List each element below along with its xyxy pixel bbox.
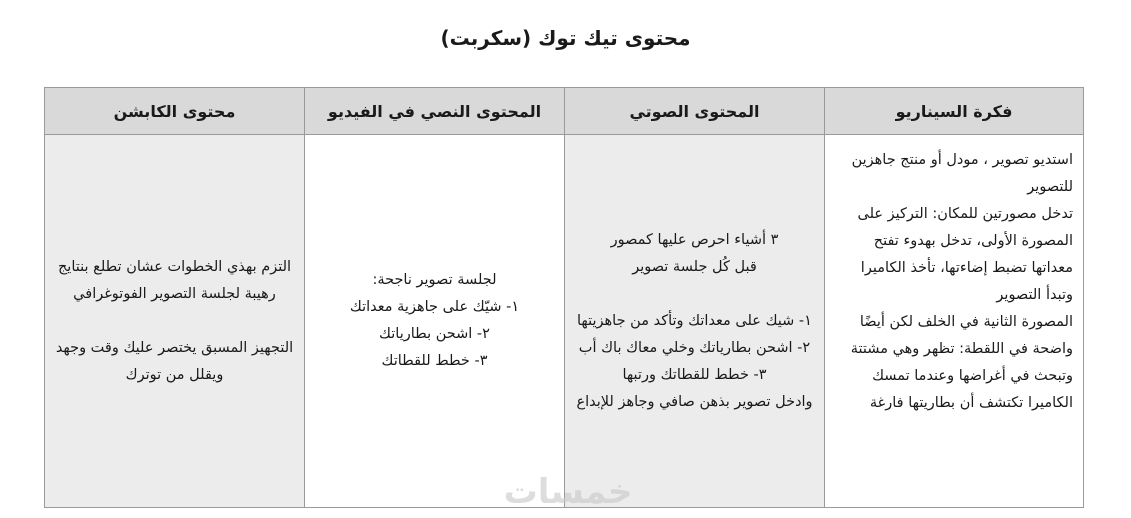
video-text-content: لجلسة تصوير ناجحة: ١- شيّك على جاهزية معداتك ٢- اشحن بطارياتك ٣- خطط للقطاتك [349,272,520,369]
audio-items-text: ١- شيك على معداتك وتأكد من جاهزيتها ٢- اشحن بطارياتك وخلي معاك باك أب ٣- خطط للقطاتك ورتبها وادخل تصوير بذهن صافي وجاهز للإبداع [576,312,813,410]
watermark-logo: خمسات [503,472,633,512]
script-table [44,87,1084,508]
document-title: محتوى تيك توك (سكربت) [440,26,691,50]
cell-scenario-idea [825,135,1084,508]
header-audio-content: المحتوى الصوتي [565,88,825,135]
cell-caption [45,135,305,508]
scenario-idea-text: استديو تصوير ، مودل أو منتج جاهزين للتصوير تدخل مصورتين للمكان: التركيز على المصورة الأولى، تدخل بهدوء تفتح معداتها تضبط إضاءتها، تأخذ الكاميرا وتبدأ التصوير المصورة الثانية في الخلف لكن أيضًا واضحة في اللقطة: تظهر وهي مشتتة وتبحث في أغراضها وعندما تمسك الكاميرا تكتشف أن بطاريتها فارغة [850,152,1073,411]
header-video-text: المحتوى النصي في الفيديو [305,88,565,135]
audio-intro-text: ٣ أشياء احرص عليها كمصور قبل كُل جلسة تصوير [610,231,779,275]
cell-video-text [305,135,565,508]
header-scenario-idea: فكرة السيناريو [825,88,1084,135]
header-caption: محتوى الكابشن [45,88,305,135]
caption-paragraph-2: التجهيز المسبق يختصر عليك وقت وجهد ويقلل من توترك [55,339,294,383]
cell-audio-content [565,135,825,508]
caption-paragraph-1: التزم بهذي الخطوات عشان تطلع بنتايج رهيبة لجلسة التصوير الفوتوغرافي [57,258,292,302]
table-row [45,135,1084,508]
table-header-row [45,88,1084,135]
